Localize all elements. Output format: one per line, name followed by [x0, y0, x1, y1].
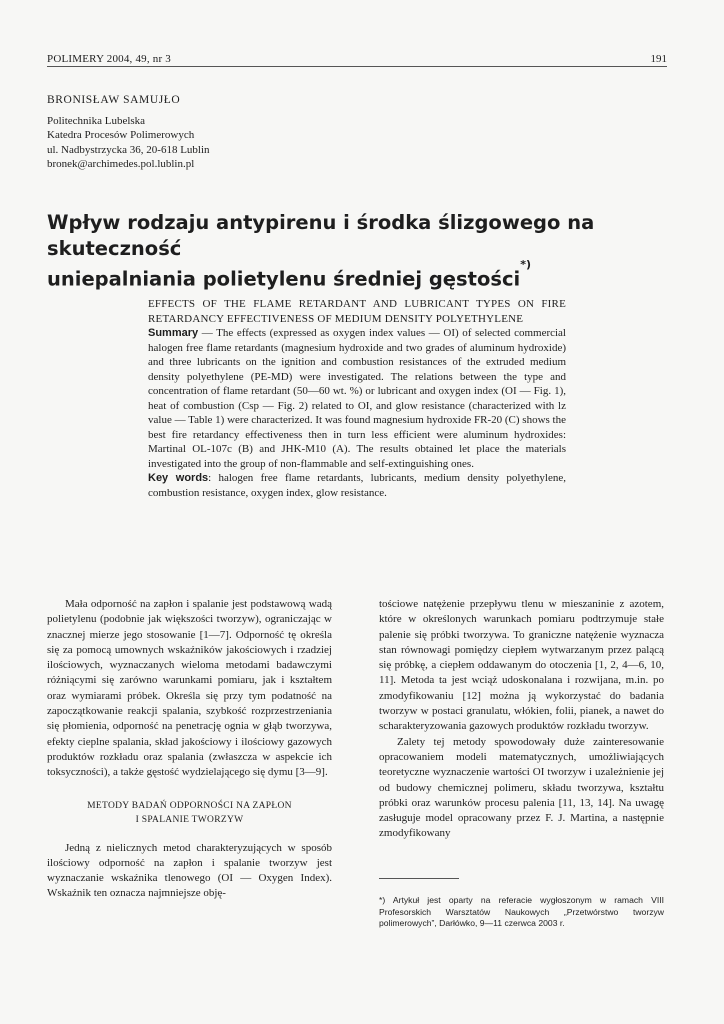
running-header: [47, 53, 667, 67]
keywords-text: : halogen free flame retardants, lubricants, medium density polyethylene, combustion resistance, oxygen index, glow resistance.: [148, 472, 566, 499]
title-footnote-mark: *): [520, 258, 531, 271]
section-heading-line-1: METODY BADAŃ ODPORNOŚCI NA ZAPŁON: [87, 800, 292, 811]
body-paragraph: Jedną z nielicznych metod charakteryzujących w sposób ilościowy odporność na zapłon i spalanie tworzyw jest wyznaczanie wskaźnika tlenowego (OI — Oxygen Index). Wskaźnik ten oznacza najmniejsze obję-: [47, 841, 332, 900]
page-number: 191: [650, 53, 667, 65]
footnote: *) Artykuł jest oparty na referacie wygłoszonym w ramach VIII Profesorskich Warsztatów Naukowych „Przetwórstwo tworzyw polimerowych”, Darłówko, 9—11 czerwca 2003 r.: [379, 895, 664, 928]
body-paragraph: tościowe natężenie przepływu tlenu w mieszaninie z azotem, które w określonych warunkach pomiaru podtrzymuje stałe palenie się próbki tworzywa. To graniczne natężenie wyznacza stan równowagi pomiędzy ciepłem wytwarzanym przez palącą się próbkę, a ciepłem oddawanym do otoczenia [1, 2, 4—6, 10, 11]. Metoda ta jest wciąż udoskonalana i rozwijana, m.in. po zmodyfikowaniu [12] można ją wykorzystać do badania tworzyw w postaci granulatu, włókien, folii, pianek, a nawet do scharakteryzowania gazowych produktów rozkładu tworzyw.: [379, 598, 664, 733]
title-line-2: [47, 258, 677, 293]
affiliation-line: Katedra Procesów Polimerowych: [47, 129, 195, 142]
affiliation-line: ul. Nadbystrzycka 36, 20-618 Lublin: [47, 143, 210, 156]
body-paragraph: Mała odporność na zapłon i spalanie jest podstawową wadą polietylenu (podobnie jak większości tworzyw), ograniczając w znacznej mierze jego stosowanie [1—7]. Odporność tę określa się za pomocą umownych wskaźników jakościowych i rzadziej ilościowych, wyznaczanych wieloma metodami badawczymi różniącymi się zarówno warunkami pomiaru, jak i kształtem oraz wymiarami próbek. Określa się przy tym podatność na zapoczątkowanie reakcji spalania, szybkość rozprzestrzeniania się płomienia, odporność na penetrację ognia w głąb tworzywa, efekty cieplne spalania, skład jakościowy i ilościowy gazowych produktów rozkładu oraz spalania (zwłaszcza w aspekcie ich toksyczności), a także gęstość wydzielającego się dymu [3—9].: [47, 598, 332, 779]
footnote-divider: [379, 878, 459, 879]
article-title: [47, 210, 677, 293]
title-line-2-text: uniepalniania polietylenu średniej gęstości: [47, 267, 521, 291]
author-email: bronek@archimedes.pol.lublin.pl: [47, 158, 195, 171]
journal-citation: POLIMERY 2004, 49, nr 3: [47, 53, 171, 65]
abstract: [148, 297, 566, 500]
summary: [148, 326, 566, 471]
keywords: [148, 471, 566, 500]
section-heading-line-2: I SPALANIE TWORZYW: [135, 814, 244, 825]
affiliation-line: Politechnika Lubelska: [47, 115, 146, 127]
author-name: BRONISŁAW SAMUJŁO: [47, 94, 181, 106]
summary-label: Summary: [148, 327, 199, 339]
title-line-1: Wpływ rodzaju antypirenu i środka ślizgowego na skuteczność: [47, 211, 595, 260]
body-column-right: [379, 597, 664, 842]
body-column-left: [47, 597, 332, 902]
summary-text: — The effects (expressed as oxygen index values — OI) of selected commercial halogen free flame retardants (magnesium hydroxide and two grades of aluminum hydroxide) and three lubricants on the ignition and combustion resistances of the extruded medium density polyethylene (PE-MD) were investigated. The relations between the type and concentration of flame retardant (50—60 wt. %) or lubricant and oxygen index (OI — Fig. 1), heat of combustion (Csp — Fig. 2) related to OI, and glow resistance (characterized with lz value — Table 1) were characterized. It was found magnesium hydroxide FR-20 (C) shows the best fire retardancy effectiveness then in turn less efficient were aluminum hydroxides: Martinal OL-107c (B) and JHK-M10 (A). The results obtained let place the materials investigated into the group of non-flammable and self-extinguishing ones.: [148, 327, 566, 470]
keywords-label: Key words: [148, 472, 209, 484]
section-heading: [47, 799, 332, 827]
body-paragraph: Zalety tej metody spowodowały duże zainteresowanie opracowaniem modeli matematycznych, umożliwiających teoretyczne wyznaczenie wartości OI tworzyw i uzależnienie jej od budowy chemicznej polimeru, składu tworzywa, kształtu próbki oraz warunków procesu palenia [11, 13, 14]. Na uwagę zasługuje model opracowany przez F. J. Martina, a następnie zmodyfikowany: [379, 735, 664, 840]
author-affiliation: [47, 114, 210, 172]
english-title: EFFECTS OF THE FLAME RETARDANT AND LUBRICANT TYPES ON FIRE RETARDANCY EFFECTIVENESS OF MEDIUM DENSITY POLYETHYLENE: [148, 298, 566, 325]
